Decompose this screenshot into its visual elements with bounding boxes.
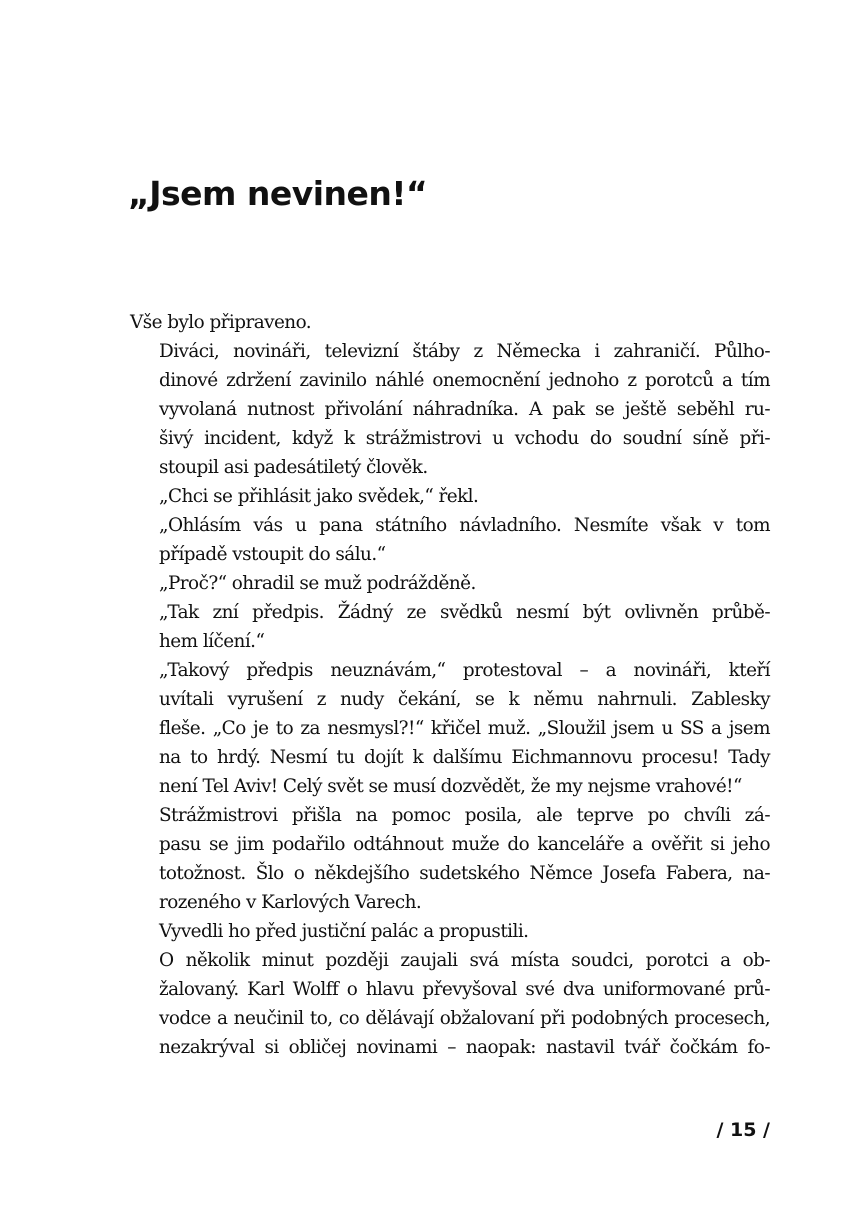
text-line: „Ohlásím vás u pana státního návladního. Nesmíte však v tom — [159, 515, 770, 536]
text-line: „Takový předpis neuznávám,“ protestoval – a novináři, kteří — [159, 660, 770, 681]
text-line: Vyvedli ho před justiční palác a propustili. — [159, 921, 529, 942]
text-line: na to hrdý. Nesmí tu dojít k dalšímu Eichmannovu procesu! Tady — [159, 747, 770, 768]
text-line: „Tak zní předpis. Žádný ze svědků nesmí být ovlivněn průbě- — [159, 602, 770, 623]
paragraph — [130, 337, 770, 482]
text-line: hem líčení.“ — [159, 631, 265, 652]
chapter-title: „Jsem nevinen!“ — [128, 174, 428, 213]
body-text — [130, 308, 770, 1062]
paragraph — [130, 917, 770, 946]
paragraph — [130, 801, 770, 917]
text-line: fleše. „Co je to za nesmysl?!“ křičel muž. „Sloužil jsem u SS a jsem — [159, 718, 770, 739]
paragraph — [130, 511, 770, 569]
paragraph — [130, 598, 770, 656]
text-line: totožnost. Šlo o někdejšího sudetského Němce Josefa Fabera, na- — [159, 863, 770, 884]
text-line: rozeného v Karlových Varech. — [159, 892, 422, 913]
text-line: pasu se jim podařilo odtáhnout muže do kanceláře a ověřit si jeho — [159, 834, 770, 855]
paragraph — [130, 656, 770, 801]
text-line: žalovaný. Karl Wolff o hlavu převyšoval své dva uniformované prů- — [159, 979, 770, 1000]
text-line: vyvolaná nutnost přivolání náhradníka. A pak se ještě seběhl ru- — [159, 399, 770, 420]
text-line: Diváci, novináři, televizní štáby z Německa i zahraničí. Půlho- — [159, 341, 770, 362]
text-line: vodce a neučinil to, co dělávají obžalovaní při podobných procesech, — [159, 1008, 770, 1029]
paragraph — [130, 482, 770, 511]
page-number: / 15 / — [716, 1119, 770, 1141]
text-line: nezakrýval si obličej novinami – naopak: nastavil tvář čočkám fo- — [159, 1037, 770, 1058]
paragraph — [130, 946, 770, 1062]
text-line: „Proč?“ ohradil se muž podrážděně. — [159, 573, 476, 594]
text-line: Vše bylo připraveno. — [130, 312, 312, 333]
text-line: není Tel Aviv! Celý svět se musí dozvědět, že my nejsme vrahové!“ — [159, 776, 742, 797]
text-line: „Chci se přihlásit jako svědek,“ řekl. — [159, 486, 479, 507]
text-line: dinové zdržení zavinilo náhlé onemocnění jednoho z porotců a tím — [159, 370, 770, 391]
text-line: O několik minut později zaujali svá místa soudci, porotci a ob- — [159, 950, 770, 971]
text-line: Strážmistrovi přišla na pomoc posila, ale teprve po chvíli zá- — [159, 805, 770, 826]
paragraph — [130, 308, 770, 337]
text-line: uvítali vyrušení z nudy čekání, se k němu nahrnuli. Zablesky — [159, 689, 770, 710]
paragraph — [130, 569, 770, 598]
text-line: stoupil asi padesátiletý člověk. — [159, 457, 428, 478]
text-line: šivý incident, když k strážmistrovi u vchodu do soudní síně při- — [159, 428, 770, 449]
text-line: případě vstoupit do sálu.“ — [159, 544, 386, 565]
